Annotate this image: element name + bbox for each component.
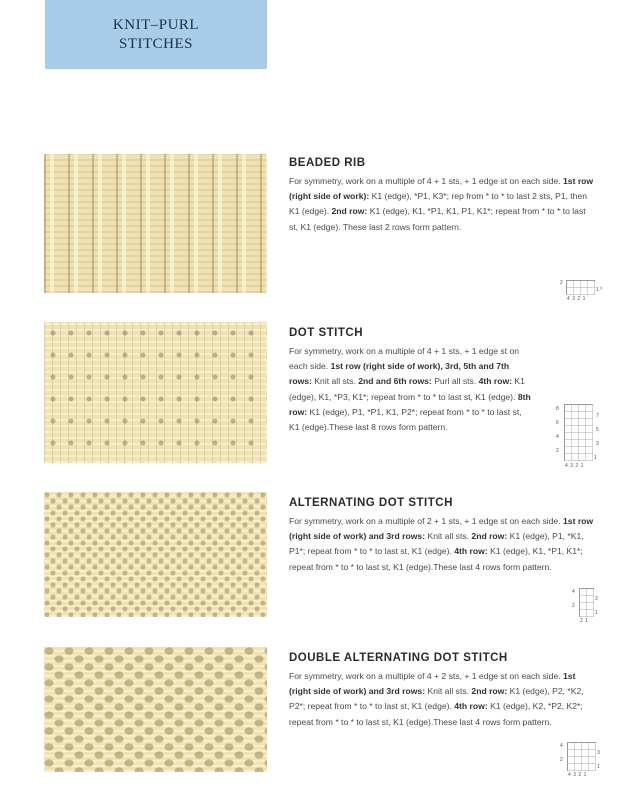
body-bold-run: 2nd and 6th rows:: [358, 376, 435, 387]
chapter-title-line2: STITCHES: [118, 35, 193, 52]
body-text-run: For symmetry, work on a multiple of 2 + 1 sts, + 1 edge st on each side.: [289, 516, 564, 526]
chart-col-labels: 21: [580, 618, 591, 624]
body-bold-run: 8th row:: [289, 391, 531, 417]
section-title: DOT STITCH: [289, 327, 363, 339]
body-text-run: Knit all sts.: [427, 686, 472, 697]
chart-row-label: 3: [596, 441, 599, 447]
chart-row-label: 8: [556, 406, 559, 412]
chart-arrow-icon: ‹: [600, 285, 603, 292]
chart-row-label: 2: [572, 603, 575, 609]
body-text-run: For symmetry, work on a multiple of 4 + 1 sts, + 1 edge st on each side.: [289, 346, 520, 372]
dot-stitch-chart: [556, 404, 606, 472]
section-body: [289, 514, 594, 575]
body-bold-run: 4th row:: [478, 376, 515, 387]
body-text-run: K1 (edge), *P1, K3*; rep from * to * to last 2 sts, P1, then K1 (edge).: [289, 191, 588, 217]
beaded-rib-chart: [560, 280, 610, 304]
alternating-dot-stitch-chart: [572, 588, 608, 626]
double-alternating-dot-stitch-chart: [560, 742, 608, 780]
body-text-run: Knit all sts.: [427, 531, 472, 542]
double-alternating-dot-stitch-swatch-image: [44, 647, 267, 772]
chart-row-label: 2: [560, 757, 563, 763]
body-text-run: Knit all sts.: [314, 376, 359, 387]
body-bold-run: 2nd row:: [471, 686, 510, 697]
section-body: [289, 174, 594, 235]
body-bold-run: 1st row (right side of work), 3rd, 5th and 7th rows:: [289, 361, 510, 387]
chart-row-label: 6: [556, 420, 559, 426]
section-title: BEADED RIB: [289, 157, 366, 169]
chapter-title-line1: KNIT–PURL: [112, 16, 200, 33]
chart-row-label: 1: [594, 455, 597, 461]
chart-grid: [564, 404, 593, 461]
chart-row-label: 1: [595, 610, 598, 616]
body-text-run: K1 (edge), P1, *K1, P1*; repeat from * to * to last st, K1 (edge).: [289, 531, 584, 557]
body-text-run: Purl all sts.: [434, 376, 479, 387]
body-bold-run: 1st (right side of work) and 3rd rows:: [289, 671, 576, 697]
body-text-run: K1 (edge), P1, *P1, K1, P2*; repeat from * to * to last st, K1 (edge).These last 8 rows form pattern.: [289, 406, 522, 433]
chart-row-label: 2: [560, 280, 563, 286]
chart-row-label: 4: [560, 743, 563, 749]
chart-grid: [566, 280, 595, 295]
alternating-dot-stitch-swatch-image: [44, 492, 267, 617]
body-text-run: K1 (edge), K1, *P3, K1*; repeat from * to * to last st, K1 (edge).: [289, 376, 525, 402]
chart-row-label: 3: [595, 596, 598, 602]
chart-col-labels: 4321: [567, 296, 588, 302]
chart-col-labels: 4321: [565, 463, 586, 469]
section-title: ALTERNATING DOT STITCH: [289, 497, 453, 509]
body-text-run: For symmetry, work on a multiple of 4 + 2 sts, + 1 edge st on each side.: [289, 671, 564, 681]
body-bold-run: 4th row:: [454, 546, 491, 557]
body-text-run: For symmetry, work on a multiple of 4 + 1 sts, + 1 edge st on each side.: [289, 176, 564, 186]
chart-row-label: 4: [572, 589, 575, 595]
body-bold-run: 2nd row:: [331, 206, 370, 217]
chart-row-label: 2: [556, 448, 559, 454]
section-title: DOUBLE ALTERNATING DOT STITCH: [289, 652, 508, 664]
chart-col-labels: 4321: [568, 772, 589, 778]
body-text-run: K1 (edge), P2, *K2, P2*; repeat from * to * to last st, K1 (edge).: [289, 686, 584, 712]
section-body: [289, 669, 594, 730]
body-text-run: K1 (edge), K1, *P1, K1, P1, K1*; repeat from * to * to last st, K1 (edge). These last 2 rows form pattern.: [289, 206, 586, 232]
chart-row-label: 4: [556, 434, 559, 440]
section-body: [289, 344, 534, 435]
body-bold-run: 4th row:: [454, 701, 491, 712]
chart-row-label: 3: [597, 750, 600, 756]
chart-grid: [579, 588, 594, 617]
chart-grid: [567, 742, 596, 771]
body-text-run: K1 (edge), K2, *P2, K2*; repeat from * to * to last st, K1 (edge).These last 4 rows form pattern.: [289, 701, 583, 727]
dot-stitch-swatch-image: [44, 322, 267, 463]
chart-row-label: 7: [596, 413, 599, 419]
body-bold-run: 1st row (right side of work) and 3rd rows:: [289, 516, 594, 542]
chart-row-label: 1: [597, 764, 600, 770]
body-bold-run: 2nd row:: [471, 531, 510, 542]
chart-row-label: 1: [596, 287, 599, 293]
chapter-header: [45, 0, 267, 69]
chart-row-label: 5: [596, 427, 599, 433]
body-bold-run: 1st row (right side of work):: [289, 176, 594, 202]
body-text-run: K1 (edge), K1, *P1, K1*; repeat from * to * to last st, K1 (edge).These last 4 rows form pattern.: [289, 546, 583, 572]
beaded-rib-swatch-image: [44, 154, 267, 293]
